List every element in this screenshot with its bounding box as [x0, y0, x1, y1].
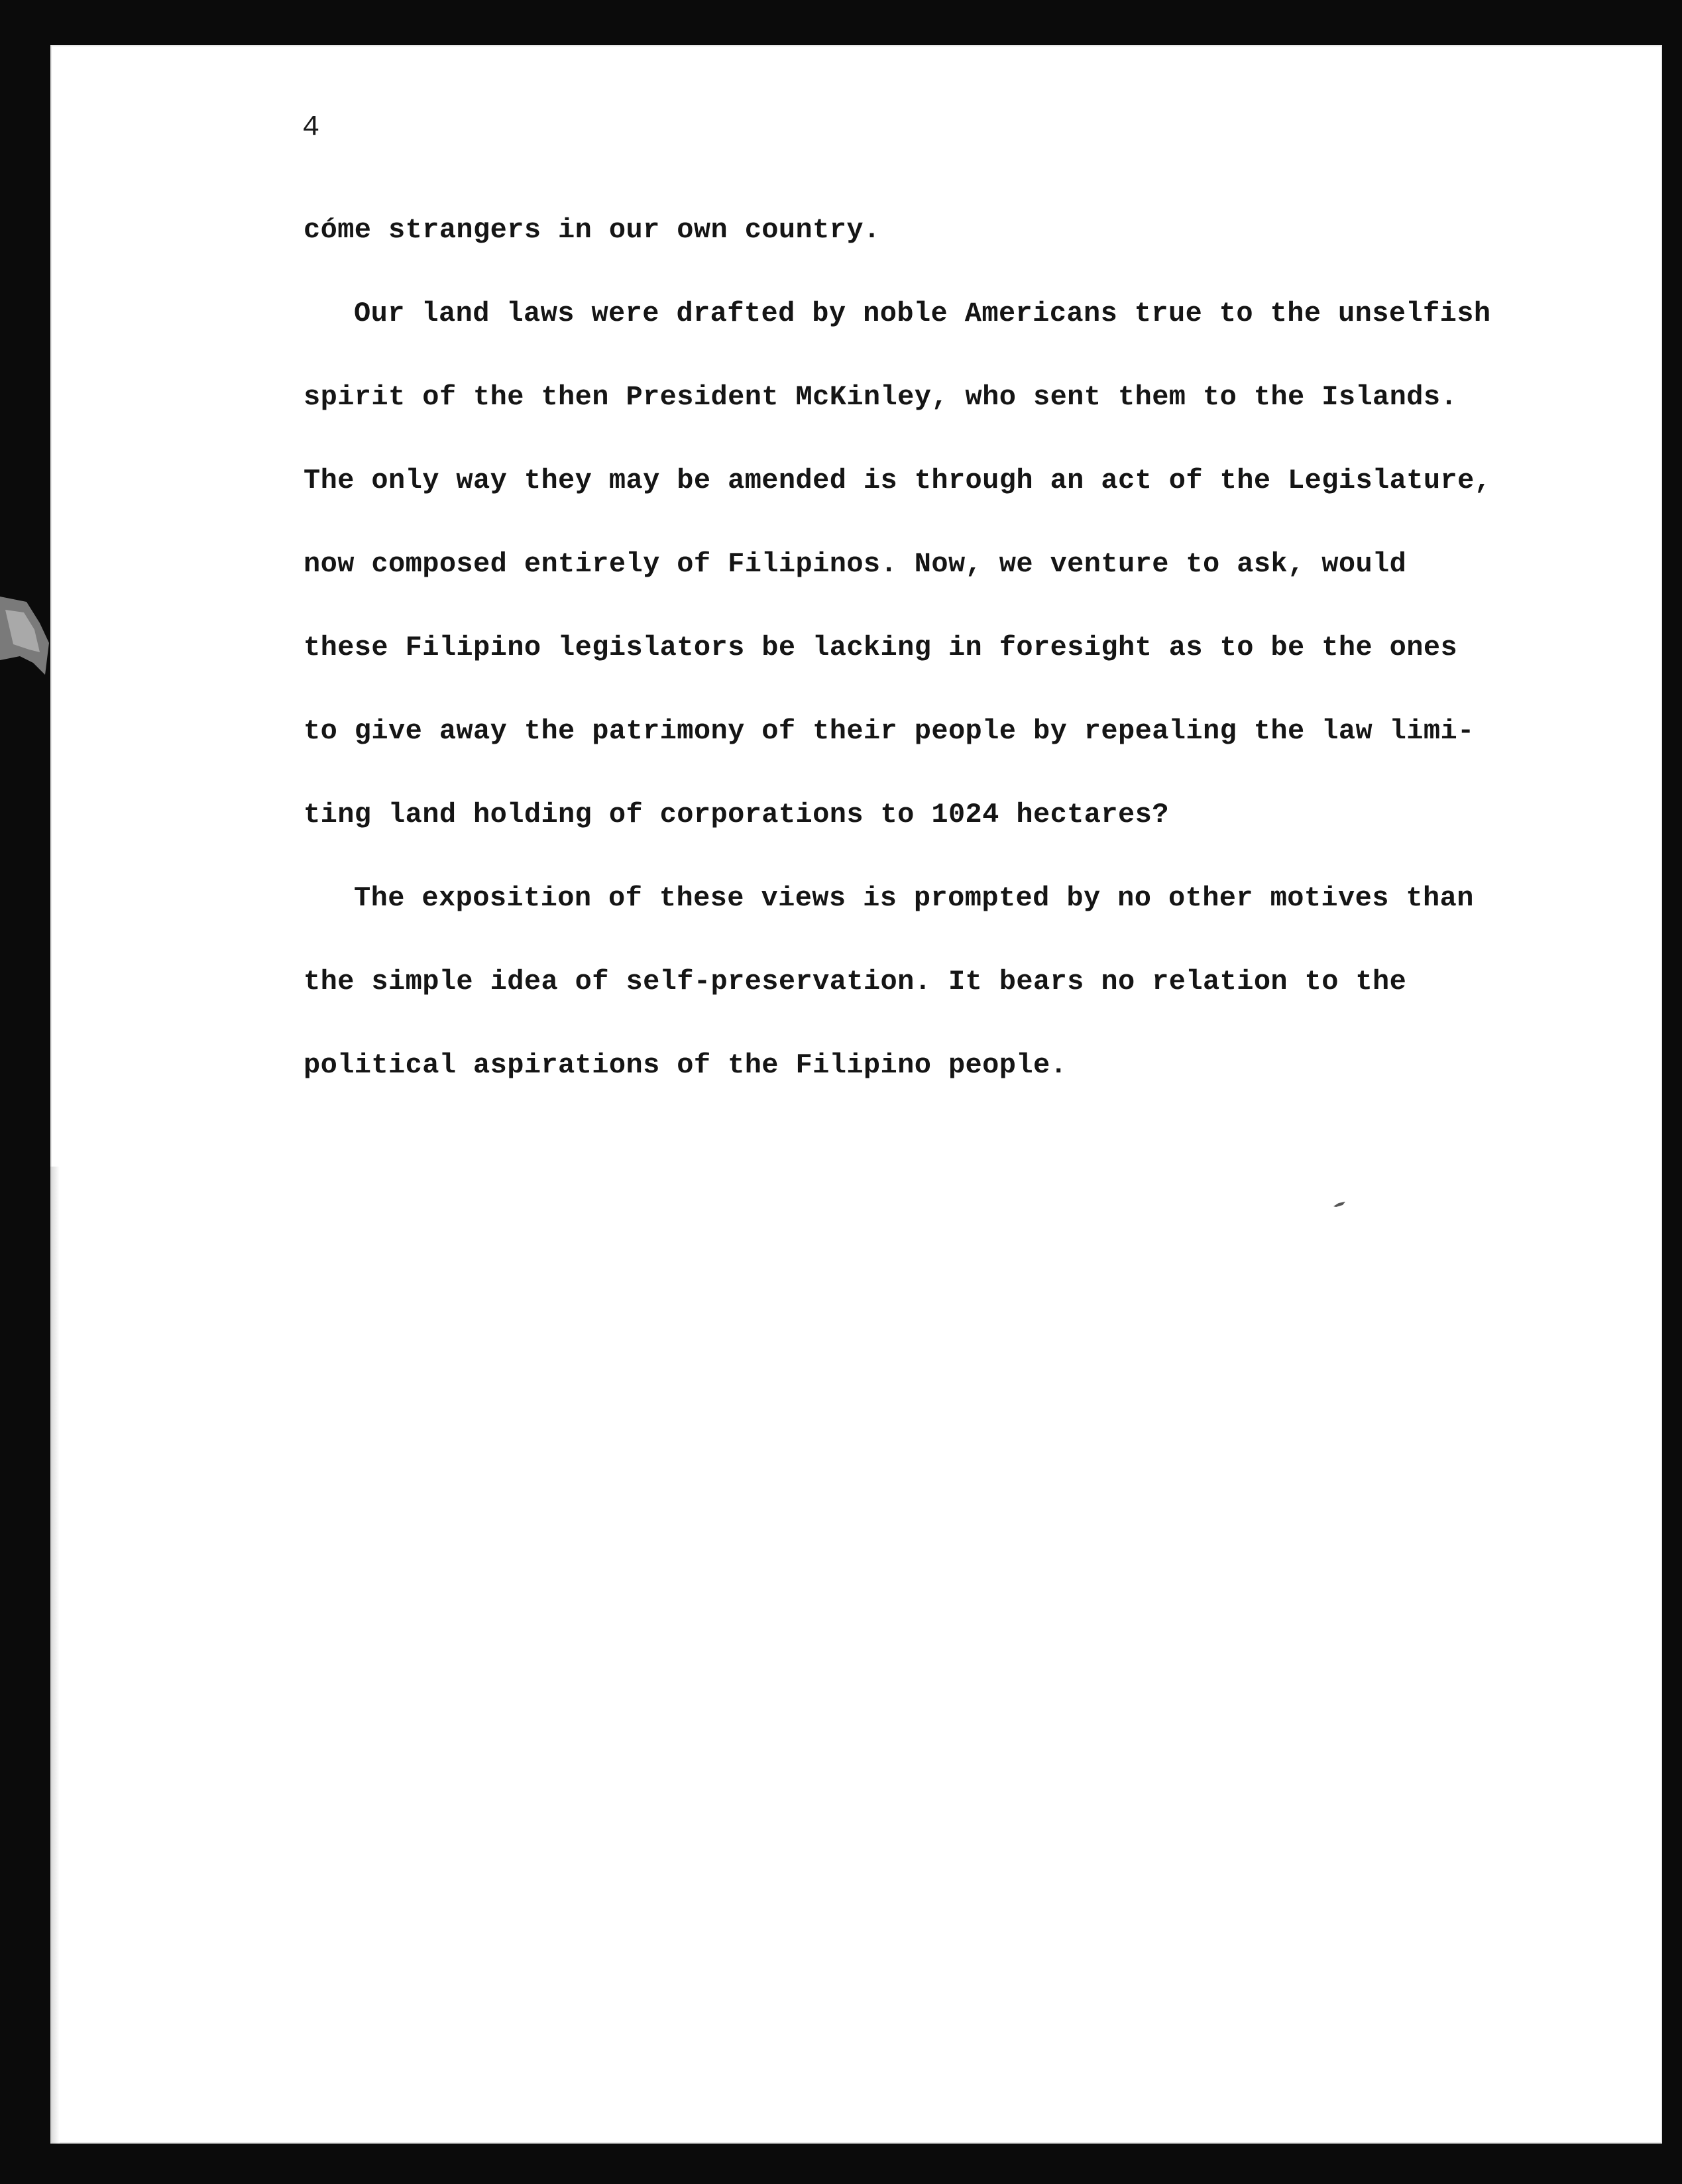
text-line: these Filipino legislators be lacking in foresight as to be the ones — [304, 632, 1458, 663]
text-line: cóme strangers in our own country. — [304, 214, 881, 246]
text-line: The exposition of these views is prompted by no other motives than — [354, 882, 1474, 914]
text-line: The only way they may be amended is through an act of the Legislature, — [304, 465, 1492, 496]
typed-body-text — [304, 188, 1523, 1107]
scan-tab-mark — [0, 597, 52, 676]
scan-speck — [1332, 1201, 1347, 1208]
page-number: 4 — [302, 111, 320, 144]
text-line: political aspirations of the Filipino people. — [304, 1049, 1068, 1081]
text-line: ting land holding of corporations to 1024 hectares? — [304, 799, 1169, 831]
text-line: now composed entirely of Filipinos. Now, we venture to ask, would — [304, 548, 1407, 580]
text-line: spirit of the then President McKinley, who sent them to the Islands. — [304, 381, 1458, 413]
text-line: the simple idea of self-preservation. It bears no relation to the — [304, 966, 1407, 998]
text-line: to give away the patrimony of their people by repealing the law limi- — [304, 715, 1475, 747]
text-line: Our land laws were drafted by noble Americans true to the unselfish — [354, 298, 1491, 329]
scan-edge-shadow — [50, 1167, 60, 2144]
